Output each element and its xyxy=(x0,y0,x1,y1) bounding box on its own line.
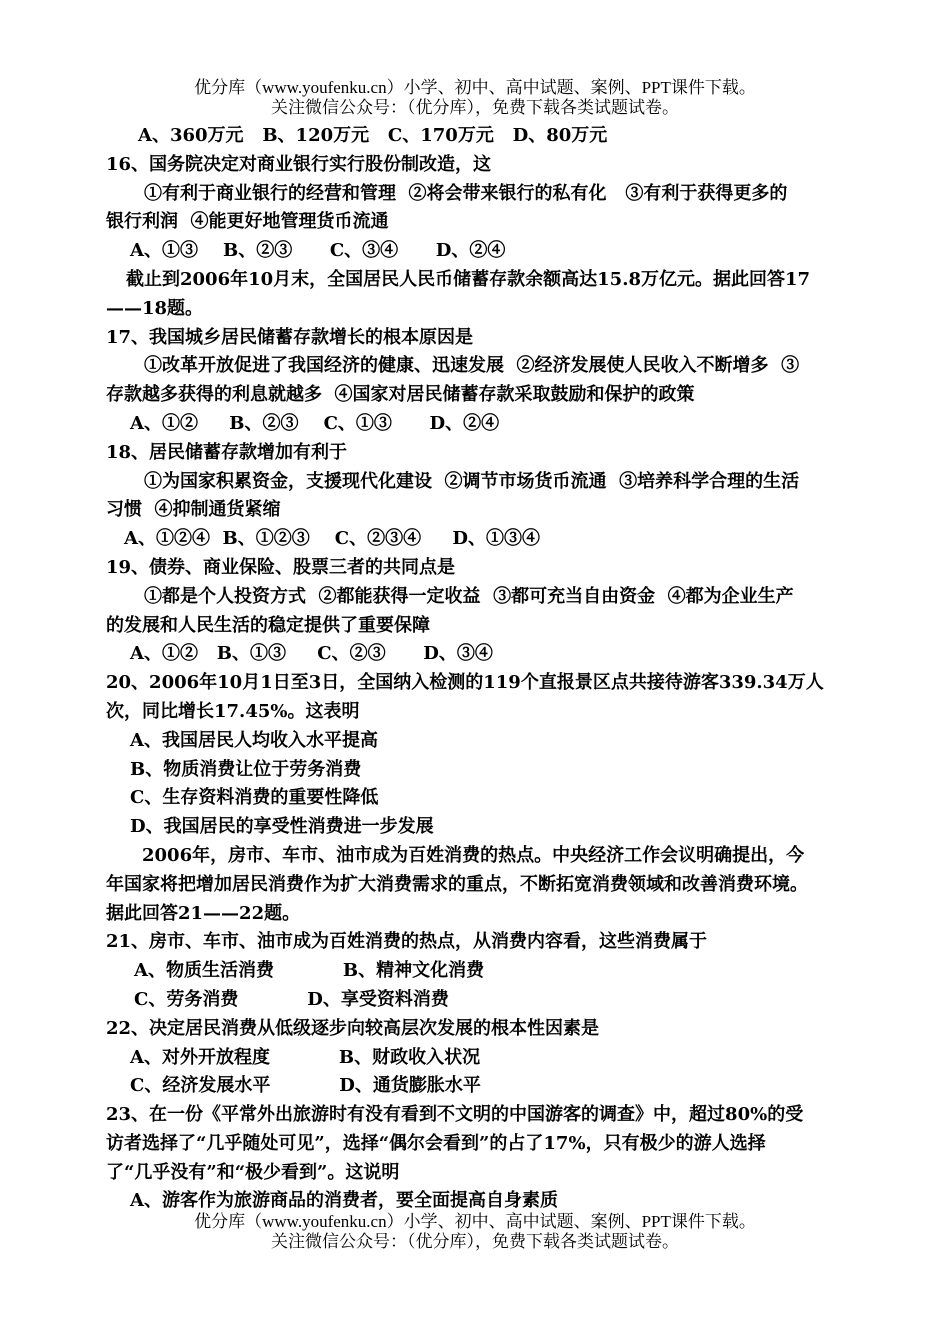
text-line: 18、居民储蓄存款增加有利于 xyxy=(106,441,348,463)
page-header xyxy=(0,78,950,118)
text-line: 据此回答21——22题。 xyxy=(106,902,301,924)
text-line: ——18题。 xyxy=(106,297,204,319)
footer-line-2: 关注微信公众号：（优分库），免费下载各类试题试卷。 xyxy=(271,1232,679,1251)
footer-line-1: 优分库（www.youfenku.cn）小学、初中、高中试题、案例、PPT课件下载。 xyxy=(194,1212,756,1231)
text-line: A、①③ B、②③ C、③④ D、②④ xyxy=(130,240,506,262)
text-line: 银行利润 ④能更好地管理货币流通 xyxy=(106,211,389,233)
text-line: D、我国居民的享受性消费进一步发展 xyxy=(130,816,434,838)
text-line: 的发展和人民生活的稳定提供了重要保障 xyxy=(106,614,430,636)
text-line: ①有利于商业银行的经营和管理 ②将会带来银行的私有化 ③有利于获得更多的 xyxy=(144,182,788,204)
text-line: 22、决定居民消费从低级逐步向较高层次发展的根本性因素是 xyxy=(106,1017,600,1039)
text-line: 23、在一份《平常外出旅游时有没有看到不文明的中国游客的调查》中，超过80%的受 xyxy=(106,1104,804,1126)
exam-questions-body xyxy=(106,122,858,1216)
text-line: 20、2006年10月1日至3日，全国纳入检测的119个直报景区点共接待游客339.34万人 xyxy=(106,672,824,694)
header-line-2: 关注微信公众号：（优分库），免费下载各类试题试卷。 xyxy=(271,98,679,117)
text-line: 16、国务院决定对商业银行实行股份制改造，这 xyxy=(106,153,492,175)
text-line: 了“几乎没有”和“极少看到”。这说明 xyxy=(106,1161,400,1183)
text-line: ①都是个人投资方式 ②都能获得一定收益 ③都可充当自由资金 ④都为企业生产 xyxy=(144,585,794,607)
text-line: A、对外开放程度 B、财政收入状况 xyxy=(130,1046,481,1068)
text-line: C、劳务消费 D、享受资料消费 xyxy=(134,988,449,1010)
text-line: ①改革开放促进了我国经济的健康、迅速发展 ②经济发展使人民收入不断增多 ③ xyxy=(144,355,800,377)
text-line: B、物质消费让位于劳务消费 xyxy=(130,758,362,780)
text-line: 访者选择了“几乎随处可见”，选择“偶尔会看到”的占了17%，只有极少的游人选择 xyxy=(106,1132,766,1154)
text-line: 存款越多获得的利息就越多 ④国家对居民储蓄存款采取鼓励和保护的政策 xyxy=(106,384,695,406)
text-line: 习惯 ④抑制通货紧缩 xyxy=(106,499,281,521)
text-line: 17、我国城乡居民储蓄存款增长的根本原因是 xyxy=(106,326,474,348)
text-line: 年国家将把增加居民消费作为扩大消费需求的重点，不断拓宽消费领域和改善消费环境。 xyxy=(106,873,808,895)
text-line: ①为国家积累资金，支援现代化建设 ②调节市场货币流通 ③培养科学合理的生活 xyxy=(144,470,800,492)
header-line-1: 优分库（www.youfenku.cn）小学、初中、高中试题、案例、PPT课件下载。 xyxy=(194,78,756,97)
text-line: 21、房市、车市、油市成为百姓消费的热点，从消费内容看，这些消费属于 xyxy=(106,931,708,953)
text-line: A、①② B、①③ C、②③ D、③④ xyxy=(130,643,493,665)
text-line: A、360万元 B、120万元 C、170万元 D、80万元 xyxy=(138,125,608,146)
text-line: A、①② B、②③ C、①③ D、②④ xyxy=(130,412,500,434)
text-line: A、我国居民人均收入水平提高 xyxy=(130,729,378,751)
text-line: C、生存资料消费的重要性降低 xyxy=(130,787,379,809)
text-line: A、游客作为旅游商品的消费者，要全面提高自身素质 xyxy=(130,1190,558,1212)
text-line: 次，同比增长17.45%。这表明 xyxy=(106,700,360,722)
text-line: 2006年，房市、车市、油市成为百姓消费的热点。中央经济工作会议明确提出，今 xyxy=(142,844,805,866)
text-line: 截止到2006年10月末，全国居民人民币储蓄存款余额高达15.8万亿元。据此回答17 xyxy=(126,268,811,290)
text-line: 19、债券、商业保险、股票三者的共同点是 xyxy=(106,556,456,578)
text-line: A、①②④ B、①②③ C、②③④ D、①③④ xyxy=(124,528,541,550)
page-footer xyxy=(0,1212,950,1252)
text-line: C、经济发展水平 D、通货膨胀水平 xyxy=(130,1075,481,1097)
text-line: A、物质生活消费 B、精神文化消费 xyxy=(134,960,485,982)
